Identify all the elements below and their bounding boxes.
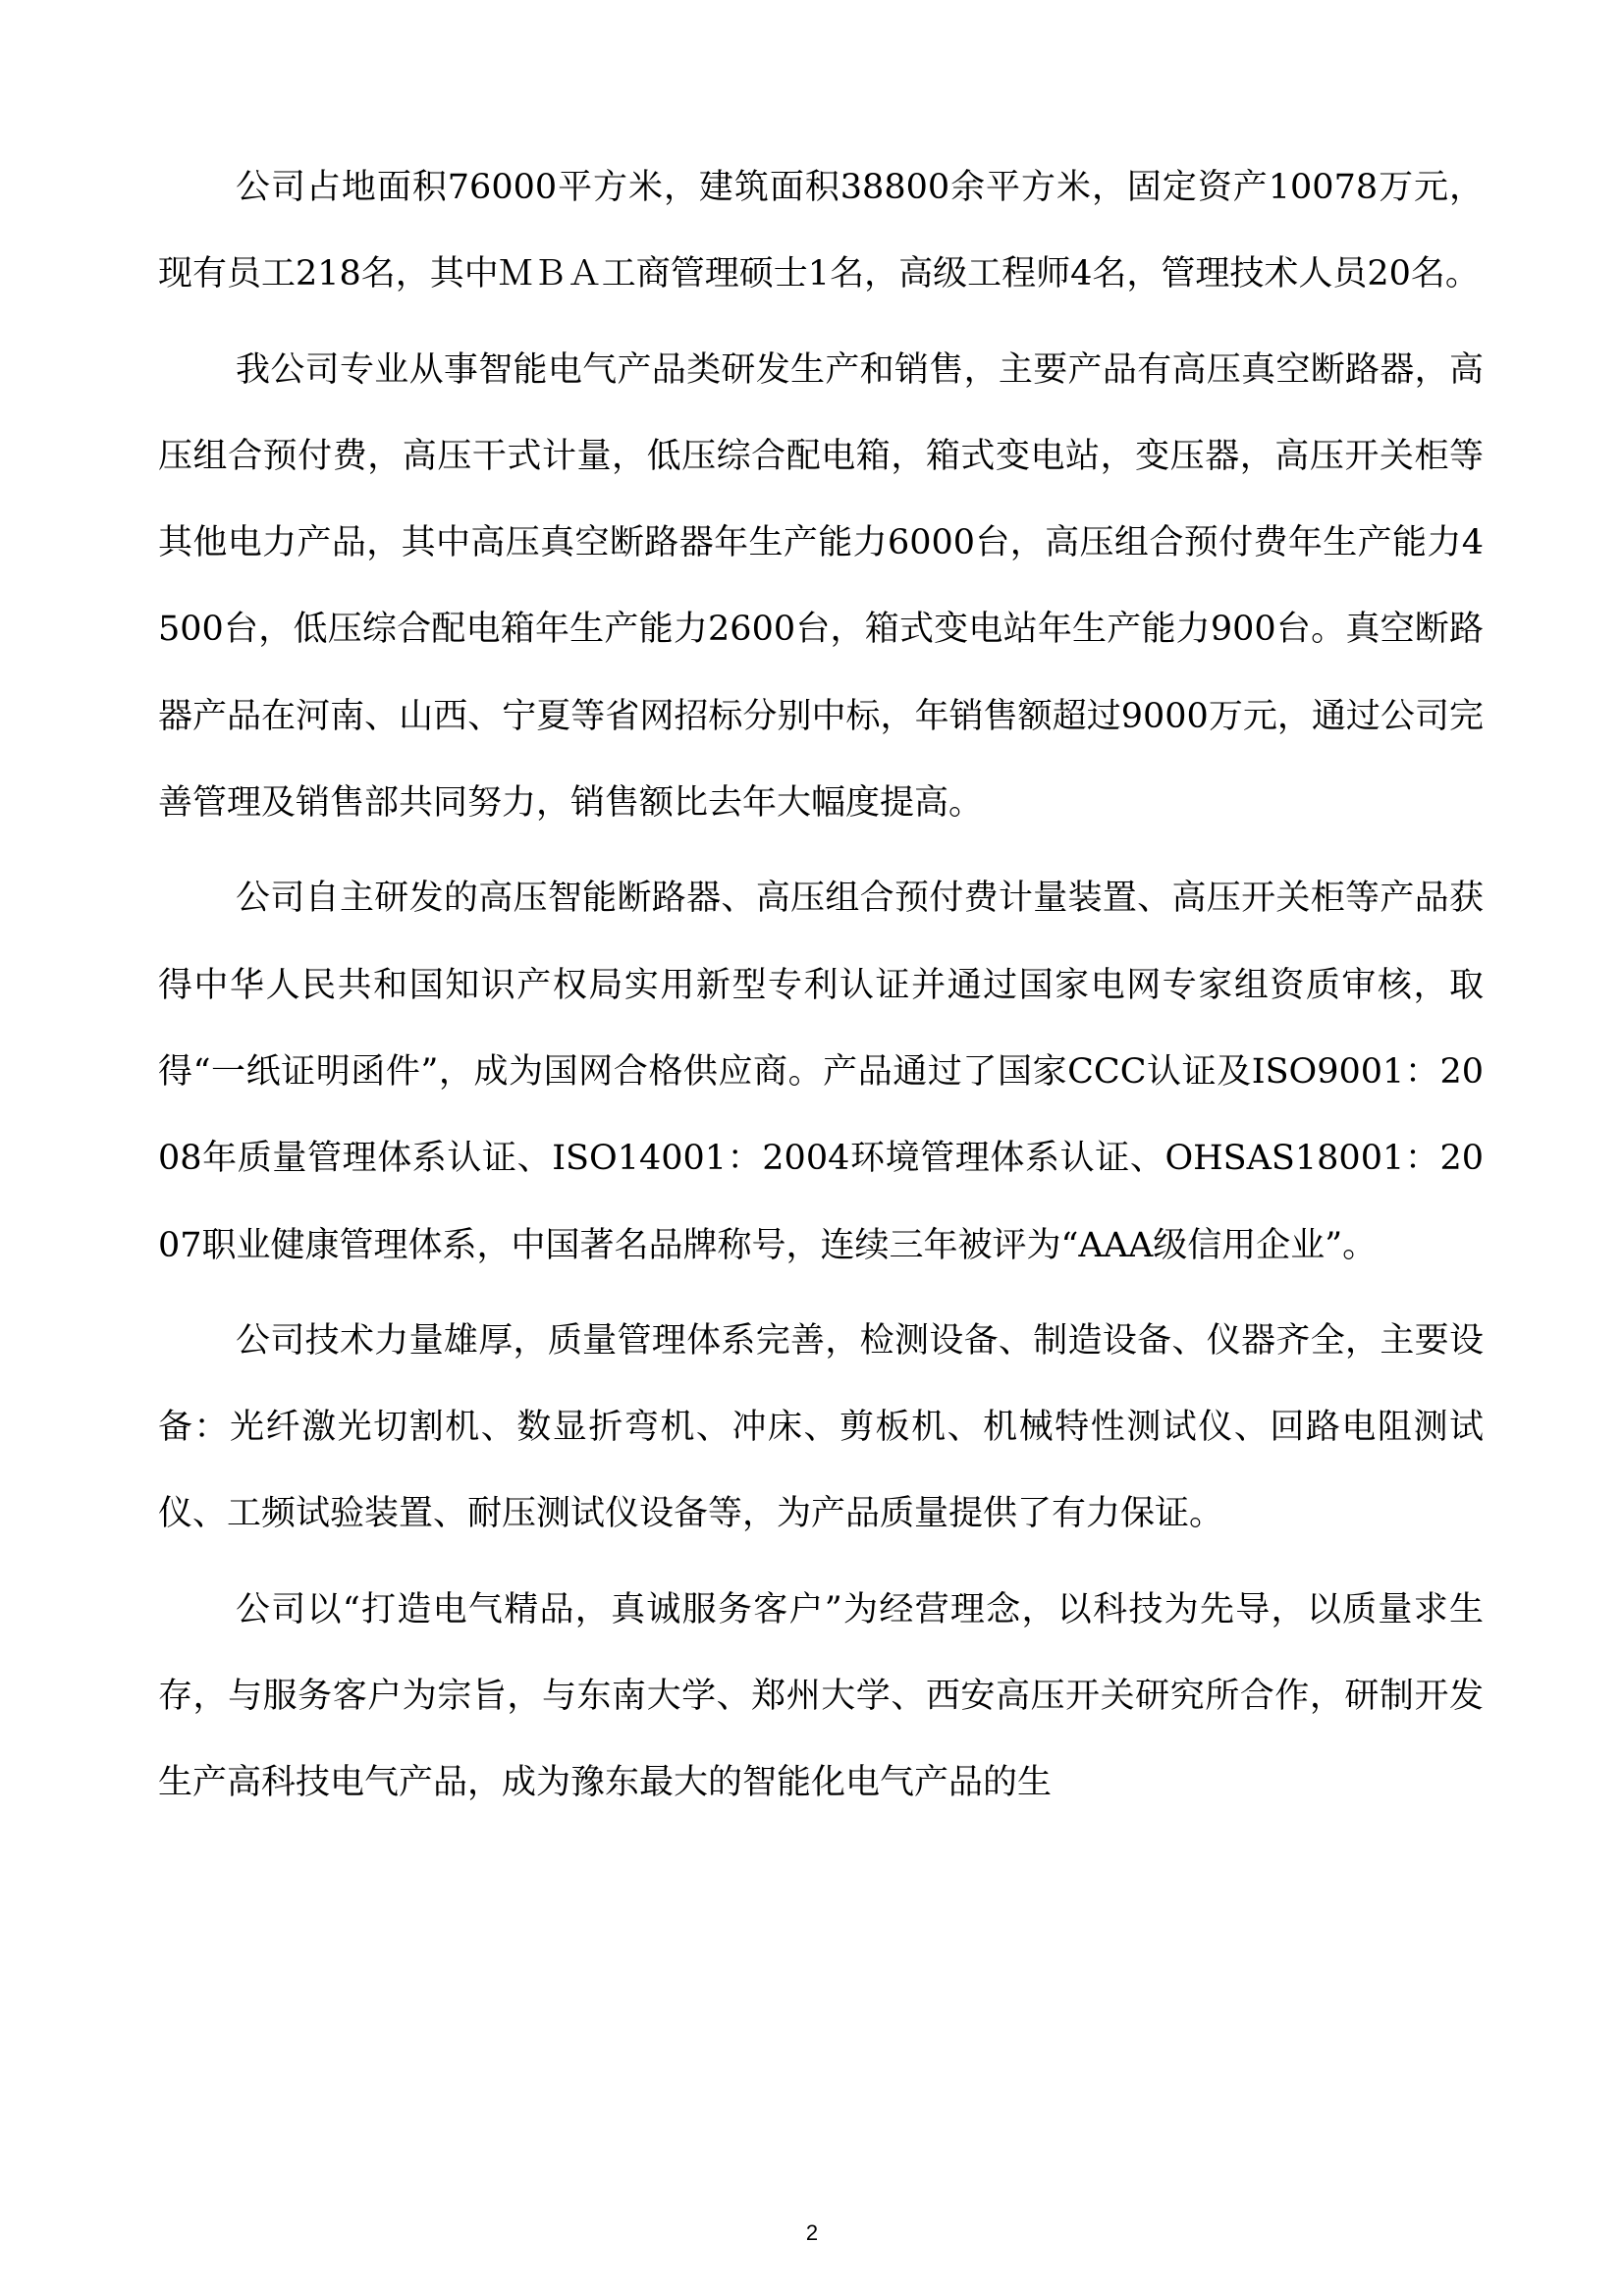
paragraph-equipment: 公司技术力量雄厚，质量管理体系完善，检测设备、制造设备、仪器齐全，主要设备：光纤激光切割机、数显折弯机、冲床、剪板机、机械特性测试仪、回路电阻测试仪、工频试验装置、耐压测试仪设备等，为产品质量提供了有力保证。 [158, 1320, 1484, 1534]
paragraph-certifications: 公司自主研发的高压智能断路器、高压组合预付费计量装置、高压开关柜等产品获得中华人民共和国知识产权局实用新型专利认证并通过国家电网专家组资质审核，取得“一纸证明函件”，成为国网合格供应商。产品通过了国家CCC认证及ISO9001：2008年质量管理体系认证、ISO14001：2004环境管理体系认证、OHSAS18001：2007职业健康管理体系，中国著名品牌称号，连续三年被评为“AAA级信用企业”。 [158, 879, 1484, 1265]
paragraph-products: 我公司专业从事智能电气产品类研发生产和销售，主要产品有高压真空断路器，高压组合预付费，高压干式计量，低压综合配电箱，箱式变电站，变压器，高压开关柜等其他电力产品，其中高压真空断路器年生产能力6000台，高压组合预付费年生产能力4500台，低压综合配电箱年生产能力2600台，箱式变电站年生产能力900台。真空断路器产品在河南、山西、宁夏等省网招标分别中标，年销售额超过9000万元，通过公司完善管理及销售部共同努力，销售额比去年大幅度提高。 [158, 349, 1484, 824]
paragraph-philosophy: 公司以“打造电气精品，真诚服务客户”为经营理念，以科技为先导，以质量求生存，与服务客户为宗旨，与东南大学、郑州大学、西安高压开关研究所合作，研制开发生产高科技电气产品，成为豫东最大的智能化电气产品的生 [158, 1589, 1484, 1803]
paragraph-company-scale: 公司占地面积76000平方米，建筑面积38800余平方米，固定资产10078万元，现有员工218名，其中ＭＢＡ工商管理硕士1名，高级工程师4名，管理技术人员20名。 [158, 168, 1484, 294]
page-number: 2 [805, 2220, 819, 2245]
body-text [158, 144, 1484, 1827]
